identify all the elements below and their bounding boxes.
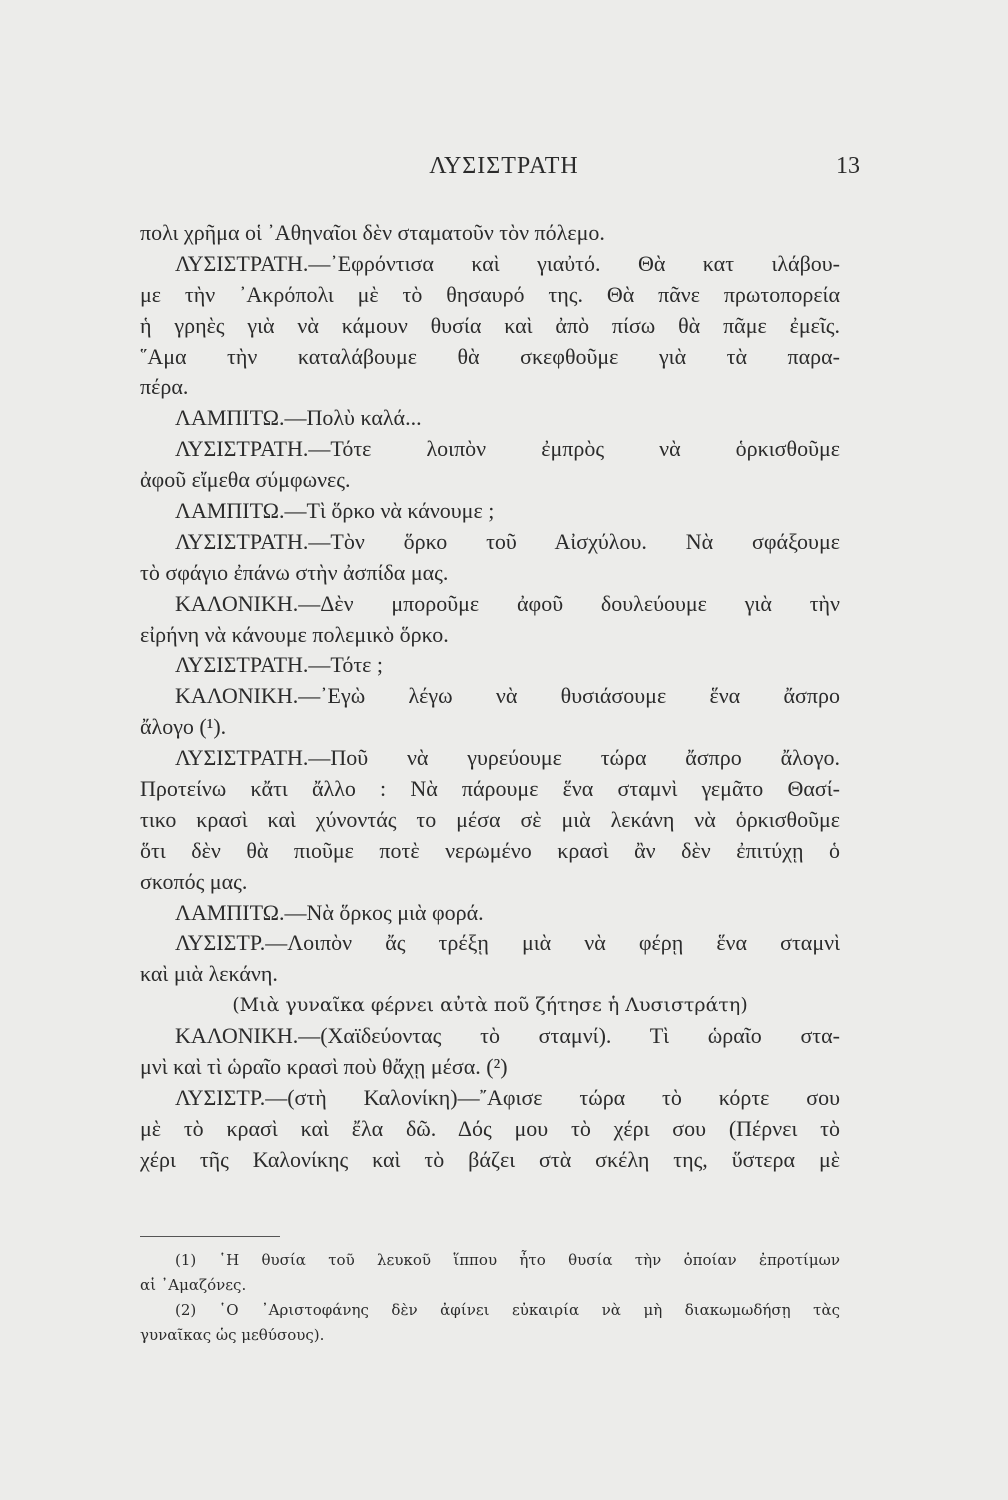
body-text — [140, 218, 840, 1176]
footnotes — [140, 1248, 840, 1348]
stage-direction: (Μιὰ γυναῖκα φέρνει αὐτὰ ποῦ ζήτησε ἡ Λυσιστράτη) — [232, 994, 748, 1017]
text-line: ΛΥΣΙΣΤΡ.—(στὴ Καλονίκη)—῎Αφισε τώρα τὸ κόρτε σου — [175, 1084, 840, 1110]
text-line: χέρι τῆς Καλονίκης καὶ τὸ βάζει στὰ σκέλη της, ὕστερα μὲ — [140, 1146, 840, 1172]
text-line: ΛΥΣΙΣΤΡ.—Λοιπὸν ἄς τρέξῃ μιὰ νὰ φέρῃ ἕνα σταμνὶ — [175, 930, 840, 956]
text-line: ἄλογο (¹). — [140, 714, 227, 740]
text-line: ὅτι δὲν θὰ πιοῦμε ποτὲ νερωμένο κρασὶ ἂν δὲν ἐπιτύχῃ ὁ — [140, 837, 840, 863]
text-line: μνὶ καὶ τὶ ὡραῖο κρασὶ ποὺ θἄχῃ μέσα. (²) — [140, 1054, 508, 1080]
text-line: τὸ σφάγιο ἐπάνω στὴν ἀσπίδα μας. — [140, 559, 449, 585]
page-number: 13 — [836, 153, 860, 179]
footnote-line: (1) ῾Η θυσία τοῦ λευκοῦ ἵππου ἦτο θυσία τὴν ὁποίαν ἐπροτίμων — [175, 1251, 840, 1269]
text-line: ΛΥΣΙΣΤΡΑΤΗ.—Ποῦ νὰ γυρεύουμε τώρα ἄσπρο ἄλογο. — [175, 745, 840, 771]
text-line: με τὴν ᾿Ακρόπολι μὲ τὸ θησαυρό της. Θὰ πᾶνε πρωτοπορεία — [140, 281, 840, 307]
text-line: ΛΥΣΙΣΤΡΑΤΗ.—Τὸν ὅρκο τοῦ Αἰσχύλου. Νὰ σφάξουμε — [175, 528, 840, 554]
text-line: ΚΑΛΟΝΙΚΗ.—Δὲν μποροῦμε ἀφοῦ δουλεύουμε γιὰ τὴν — [175, 590, 840, 616]
text-line: ΛΑΜΠΙΤΩ.—Πολὺ καλά... — [175, 405, 422, 431]
text-line: μὲ τὸ κρασὶ καὶ ἔλα δῶ. Δός μου τὸ χέρι σου (Πέρνει τὸ — [140, 1115, 840, 1141]
text-line: πέρα. — [140, 374, 189, 400]
text-line: ΚΑΛΟΝΙΚΗ.—(Χαϊδεύοντας τὸ σταμνί). Τὶ ὡραῖο στα- — [175, 1023, 840, 1049]
text-line: ἡ γρηὲς γιὰ νὰ κάμουν θυσία καὶ ἀπὸ πίσω θὰ πᾶμε ἐμεῖς. — [140, 312, 840, 338]
running-title: ΛΥΣΙΣΤΡΑΤΗ — [429, 153, 579, 179]
footnote-divider — [140, 1236, 280, 1237]
text-line: πολι χρῆμα οἱ ᾿Αθηναῖοι δὲν σταματοῦν τὸν πόλεμο. — [140, 220, 605, 245]
text-line: ΛΥΣΙΣΤΡΑΤΗ.—Τότε ; — [175, 652, 384, 678]
text-line: Προτείνω κἄτι ἄλλο : Νὰ πάρουμε ἕνα σταμνὶ γεμᾶτο Θασί- — [140, 776, 840, 802]
footnote-line: (2) ῾Ο ᾿Αριστοφάνης δὲν ἀφίνει εὐκαιρία νὰ μὴ διακωμωδήσῃ τὰς — [175, 1301, 840, 1319]
text-line: ἀφοῦ εἴμεθα σύμφωνες. — [140, 467, 351, 493]
text-line: ΚΑΛΟΝΙΚΗ.—᾿Εγὼ λέγω νὰ θυσιάσουμε ἕνα ἄσπρο — [175, 683, 840, 709]
text-line: ῞Αμα τὴν καταλάβουμε θὰ σκεφθοῦμε γιὰ τὰ παρα- — [140, 343, 840, 369]
text-line: εἰρήνη νὰ κάνουμε πολεμικὸ ὅρκο. — [140, 621, 449, 647]
text-line: ΛΥΣΙΣΤΡΑΤΗ.—᾿Εφρόντισα καὶ γιαὐτό. Θὰ κατ ιλάβου- — [175, 250, 840, 276]
text-line: ΛΥΣΙΣΤΡΑΤΗ.—Τότε λοιπὸν ἐμπρὸς νὰ ὁρκισθοῦμε — [175, 436, 840, 462]
footnote-line: αἱ ᾿Αμαζόνες. — [140, 1276, 247, 1294]
footnote-line: γυναῖκας ὡς μεθύσους). — [140, 1326, 325, 1344]
text-line: ΛΑΜΠΙΤΩ.—Νὰ ὅρκος μιὰ φορά. — [175, 899, 484, 925]
text-line: καὶ μιὰ λεκάνη. — [140, 961, 278, 987]
text-line: σκοπός μας. — [140, 868, 248, 894]
text-line: ΛΑΜΠΙΤΩ.—Τὶ ὅρκο νὰ κάνουμε ; — [175, 498, 495, 524]
text-line: τικο κρασὶ καὶ χύνοντάς το μέσα σὲ μιὰ λεκάνη νὰ ὁρκισθοῦμε — [140, 806, 840, 832]
